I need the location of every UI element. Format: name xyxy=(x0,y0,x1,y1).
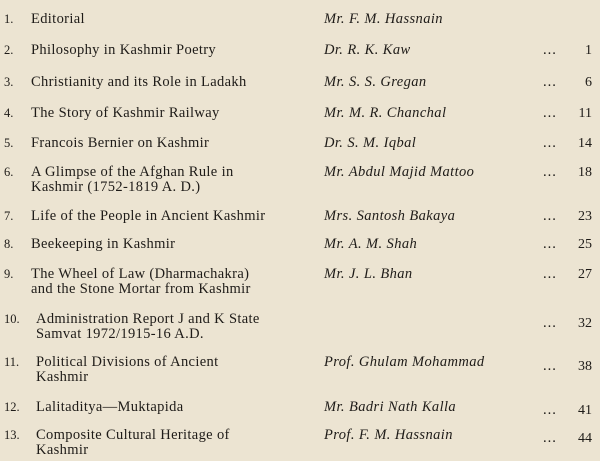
dot-leader: ... xyxy=(543,164,557,180)
entry-title: Life of the People in Ancient Kashmir xyxy=(31,208,266,224)
entry-title: The Wheel of Law (Dharmachakra) and the Stone Mortar from Kashmir xyxy=(31,266,251,297)
dot-leader: ... xyxy=(543,402,557,418)
entry-author: Mrs. Santosh Bakaya xyxy=(324,208,456,224)
dot-leader: ... xyxy=(543,315,557,331)
entry-author: Mr. S. S. Gregan xyxy=(324,74,427,90)
entry-page-number: 18 xyxy=(578,165,592,180)
entry-page-number: 6 xyxy=(585,75,592,90)
entry-number: 13. xyxy=(4,428,20,442)
entry-author: Mr. Badri Nath Kalla xyxy=(324,399,457,415)
dot-leader: ... xyxy=(543,236,557,252)
entry-title: The Story of Kashmir Railway xyxy=(31,105,220,121)
entry-number: 4. xyxy=(4,106,14,120)
entry-title: A Glimpse of the Afghan Rule in Kashmir (1752-1819 A. D.) xyxy=(31,164,234,195)
entry-title: Administration Report J and K State Samvat 1972/1915-16 A.D. xyxy=(36,311,260,342)
entry-author: Mr. Abdul Majid Mattoo xyxy=(324,164,475,180)
entry-page-number: 38 xyxy=(578,359,592,374)
entry-number: 5. xyxy=(4,136,14,150)
entry-number: 3. xyxy=(4,75,14,89)
dot-leader: ... xyxy=(543,105,557,121)
entry-number: 11. xyxy=(4,355,20,369)
dot-leader: ... xyxy=(543,135,557,151)
entry-number: 10. xyxy=(4,312,20,326)
entry-title: Political Divisions of Ancient Kashmir xyxy=(36,354,219,385)
entry-title: Composite Cultural Heritage of Kashmir xyxy=(36,427,230,458)
entry-page-number: 11 xyxy=(578,106,592,121)
dot-leader: ... xyxy=(543,42,557,58)
entry-author: Dr. S. M. Iqbal xyxy=(324,135,417,151)
entry-author: Mr. A. M. Shah xyxy=(324,236,418,252)
entry-title: Philosophy in Kashmir Poetry xyxy=(31,42,217,58)
entry-page-number: 32 xyxy=(578,316,592,331)
entry-number: 6. xyxy=(4,165,14,179)
entry-number: 2. xyxy=(4,43,14,57)
entry-author: Dr. R. K. Kaw xyxy=(324,42,411,58)
dot-leader: ... xyxy=(543,74,557,90)
dot-leader: ... xyxy=(543,266,557,282)
entry-author: Mr. F. M. Hassnain xyxy=(324,11,443,27)
entry-page-number: 27 xyxy=(578,267,592,282)
entry-number: 8. xyxy=(4,237,14,251)
entry-page-number: 1 xyxy=(585,43,592,58)
entry-title: Lalitaditya—Muktapida xyxy=(36,399,184,415)
dot-leader: ... xyxy=(543,430,557,446)
entry-page-number: 25 xyxy=(578,237,592,252)
dot-leader: ... xyxy=(543,358,557,374)
entry-number: 1. xyxy=(4,12,14,26)
dot-leader: ... xyxy=(543,208,557,224)
entry-number: 9. xyxy=(4,267,14,281)
entry-page-number: 44 xyxy=(578,431,592,446)
entry-page-number: 41 xyxy=(578,403,592,418)
entry-number: 12. xyxy=(4,400,20,414)
entry-title: Francois Bernier on Kashmir xyxy=(31,135,210,151)
entry-page-number: 23 xyxy=(578,209,592,224)
entry-title: Editorial xyxy=(31,11,85,27)
entry-author: Prof. F. M. Hassnain xyxy=(324,427,453,443)
entry-author: Mr. M. R. Chanchal xyxy=(324,105,447,121)
entry-author: Mr. J. L. Bhan xyxy=(324,266,413,282)
entry-author: Prof. Ghulam Mohammad xyxy=(324,354,485,370)
entry-title: Christianity and its Role in Ladakh xyxy=(31,74,247,90)
entry-title: Beekeeping in Kashmir xyxy=(31,236,176,252)
entry-number: 7. xyxy=(4,209,14,223)
entry-page-number: 14 xyxy=(578,136,592,151)
